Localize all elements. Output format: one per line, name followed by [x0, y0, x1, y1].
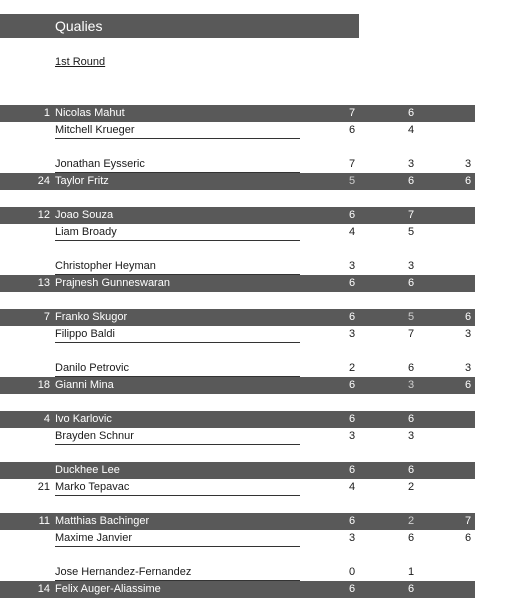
player-name: Gianni Mina [55, 379, 114, 391]
page-title: Qualies [55, 18, 103, 34]
set-2-score: 6 [407, 107, 415, 119]
set-1-score: 5 [348, 175, 356, 187]
player-row [0, 462, 475, 479]
set-2-score: 7 [407, 328, 415, 340]
set-2-score: 3 [407, 430, 415, 442]
player-name: Marko Tepavac [55, 479, 300, 496]
set-1-score: 6 [348, 379, 356, 391]
set-1-score: 6 [348, 515, 356, 527]
set-1-score: 6 [348, 464, 356, 476]
set-2-score: 6 [407, 277, 415, 289]
seed: 11 [38, 515, 50, 527]
set-3-score: 6 [464, 532, 472, 544]
player-name: Matthias Bachinger [55, 515, 150, 527]
player-row [0, 258, 475, 275]
player-row [0, 207, 475, 224]
player-name: Danilo Petrovic [55, 360, 300, 377]
player-name: Nicolas Mahut [55, 107, 125, 119]
set-1-score: 3 [348, 260, 356, 272]
set-1-score: 3 [348, 328, 356, 340]
set-2-score: 4 [407, 124, 415, 136]
player-row [0, 479, 475, 496]
player-name: Mitchell Krueger [55, 122, 300, 139]
player-name: Franko Skugor [55, 311, 128, 323]
player-row [0, 122, 475, 139]
seed: 12 [37, 209, 50, 221]
set-1-score: 6 [348, 124, 356, 136]
player-name: Brayden Schnur [55, 428, 300, 445]
set-2-score: 6 [407, 532, 415, 544]
set-1-score: 4 [348, 481, 356, 493]
set-1-score: 3 [348, 430, 356, 442]
player-name: Liam Broady [55, 224, 300, 241]
set-2-score: 6 [407, 175, 415, 187]
set-3-score: 3 [464, 362, 472, 374]
player-row [0, 377, 475, 394]
player-row [0, 581, 475, 598]
set-1-score: 6 [348, 209, 356, 221]
player-name: Taylor Fritz [55, 175, 109, 187]
seed: 18 [37, 379, 50, 391]
player-name: Christopher Heyman [55, 258, 300, 275]
player-row [0, 411, 475, 428]
seed: 1 [43, 107, 50, 119]
set-3-score: 6 [464, 379, 472, 391]
set-2-score: 6 [407, 413, 415, 425]
seed: 7 [43, 311, 50, 323]
player-name: Felix Auger-Aliassime [55, 583, 161, 595]
set-3-score: 6 [464, 311, 472, 323]
player-row [0, 428, 475, 445]
set-1-score: 6 [348, 583, 356, 595]
set-1-score: 7 [348, 107, 356, 119]
set-2-score: 2 [407, 515, 415, 527]
set-2-score: 5 [407, 226, 415, 238]
player-row [0, 224, 475, 241]
set-1-score: 6 [348, 413, 356, 425]
player-name: Filippo Baldi [55, 326, 300, 343]
set-3-score: 3 [464, 328, 472, 340]
player-row [0, 105, 475, 122]
seed: 14 [37, 583, 50, 595]
set-3-score: 3 [464, 158, 472, 170]
player-name: Maxime Janvier [55, 530, 300, 547]
seed: 24 [37, 175, 50, 187]
set-2-score: 6 [407, 583, 415, 595]
set-2-score: 3 [407, 379, 415, 391]
player-row [0, 360, 475, 377]
set-1-score: 6 [348, 277, 356, 289]
seed: 13 [37, 277, 50, 289]
set-2-score: 3 [407, 260, 415, 272]
player-row [0, 564, 475, 581]
set-3-score: 7 [464, 515, 472, 527]
set-1-score: 0 [348, 566, 356, 578]
player-row [0, 173, 475, 190]
set-2-score: 2 [407, 481, 415, 493]
player-row [0, 156, 475, 173]
set-2-score: 6 [407, 362, 415, 374]
set-1-score: 3 [348, 532, 356, 544]
set-1-score: 2 [348, 362, 356, 374]
set-2-score: 6 [407, 464, 415, 476]
player-row [0, 275, 475, 292]
set-1-score: 4 [348, 226, 356, 238]
set-1-score: 7 [348, 158, 356, 170]
set-2-score: 7 [407, 209, 415, 221]
player-name: Joao Souza [55, 209, 114, 221]
player-name: Ivo Karlovic [55, 413, 112, 425]
player-row [0, 326, 475, 343]
set-2-score: 5 [407, 311, 415, 323]
player-row [0, 309, 475, 326]
player-row [0, 530, 475, 547]
player-name: Jonathan Eysseric [55, 156, 300, 173]
set-2-score: 3 [407, 158, 415, 170]
round-label: 1st Round [55, 56, 106, 68]
set-2-score: 1 [407, 566, 415, 578]
player-name: Jose Hernandez-Fernandez [55, 564, 300, 581]
seed: 4 [43, 413, 50, 425]
player-name: Duckhee Lee [55, 464, 120, 476]
set-1-score: 6 [348, 311, 356, 323]
title-bar [0, 14, 359, 38]
set-3-score: 6 [464, 175, 472, 187]
seed: 21 [37, 481, 50, 493]
player-name: Prajnesh Gunneswaran [55, 277, 170, 289]
player-row [0, 513, 475, 530]
